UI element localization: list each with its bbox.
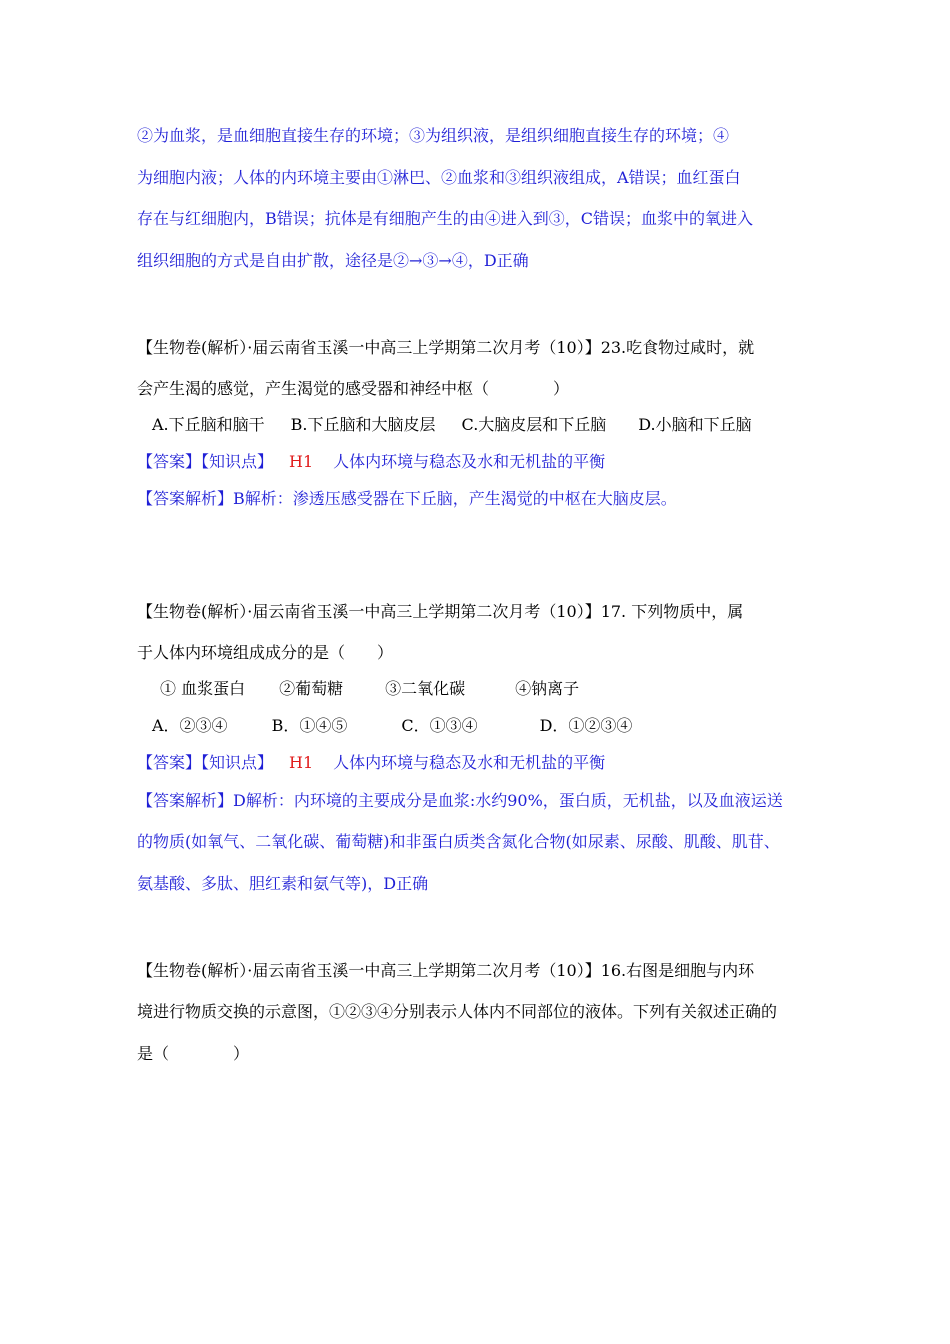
q23-explanation: 【答案解析】B解析：渗透压感受器在下丘脑，产生渴觉的中枢在大脑皮层。 (137, 489, 677, 508)
q23-answer-line (137, 451, 605, 473)
q16-header-line-3: 是（ ） (137, 1044, 250, 1063)
q23-option-a: A.下丘脑和脑干 (152, 415, 265, 434)
q23-options (152, 414, 752, 436)
prev-explanation-line-4: 组织细胞的方式是自由扩散，途径是②→③→④，D正确 (137, 251, 529, 270)
q17-option-c: C．①③④ (401, 716, 478, 735)
q16-header-line-1: 【生物卷(解析）·届云南省玉溪一中高三上学期第二次月考（10）】16.右图是细胞与内环 (137, 961, 755, 980)
q17-item-4: ④钠离子 (515, 679, 580, 698)
q23-option-c: C.大脑皮层和下丘脑 (461, 415, 607, 434)
prev-explanation-line-1: ②为血浆，是血细胞直接生存的环境；③为组织液，是组织细胞直接生存的环境；④ (137, 126, 730, 145)
q17-option-b: B．①④⑤ (271, 716, 348, 735)
q23-knowledge-code: H1 (289, 452, 314, 471)
q17-item-3: ③二氧化碳 (385, 679, 466, 698)
q17-item-1: ① 血浆蛋白 (160, 679, 246, 698)
q17-header-line-2: 于人体内环境组成成分的是（ ） (137, 643, 394, 662)
q17-items (160, 678, 579, 700)
q23-answer-label: 【答案】【知识点】 (137, 452, 274, 471)
q17-option-a: A．②③④ (152, 716, 228, 735)
q17-explanation-line-3: 氨基酸、多肽、胆红素和氨气等)，D正确 (137, 874, 429, 893)
q17-answer-line (137, 752, 605, 774)
q17-option-d: D．①②③④ (539, 716, 633, 735)
q23-header-line-2: 会产生渴的感觉，产生渴觉的感受器和神经中枢（ ） (137, 379, 570, 398)
q17-item-2: ②葡萄糖 (279, 679, 344, 698)
q23-knowledge-text: 人体内环境与稳态及水和无机盐的平衡 (333, 452, 606, 471)
q17-options (152, 715, 632, 737)
q16-header-line-2: 境进行物质交换的示意图，①②③④分别表示人体内不同部位的液体。下列有关叙述正确的 (137, 1002, 778, 1021)
q23-header-line-1: 【生物卷(解析）·届云南省玉溪一中高三上学期第二次月考（10）】23.吃食物过咸时，就 (137, 338, 755, 357)
q17-explanation-line-1: 【答案解析】D解析：内环境的主要成分是血浆:水约90%，蛋白质，无机盐，以及血液运送 (137, 791, 783, 810)
q17-answer-label: 【答案】【知识点】 (137, 753, 274, 772)
prev-explanation-line-3: 存在与红细胞内，B错误；抗体是有细胞产生的由④进入到③，C错误；血浆中的氧进入 (137, 209, 754, 228)
q17-knowledge-code: H1 (289, 753, 314, 772)
q23-option-b: B.下丘脑和大脑皮层 (290, 415, 436, 434)
prev-explanation-line-2: 为细胞内液；人体的内环境主要由①淋巴、②血浆和③组织液组成，A错误；血红蛋白 (137, 168, 741, 187)
q17-header-line-1: 【生物卷(解析）·届云南省玉溪一中高三上学期第二次月考（10）】17. 下列物质中，属 (137, 602, 744, 621)
q17-knowledge-text: 人体内环境与稳态及水和无机盐的平衡 (333, 753, 606, 772)
q17-explanation-line-2: 的物质(如氧气、二氧化碳、葡萄糖)和非蛋白质类含氮化合物(如尿素、尿酸、肌酸、肌苷、 (137, 832, 780, 851)
q23-option-d: D.小脑和下丘脑 (638, 415, 752, 434)
